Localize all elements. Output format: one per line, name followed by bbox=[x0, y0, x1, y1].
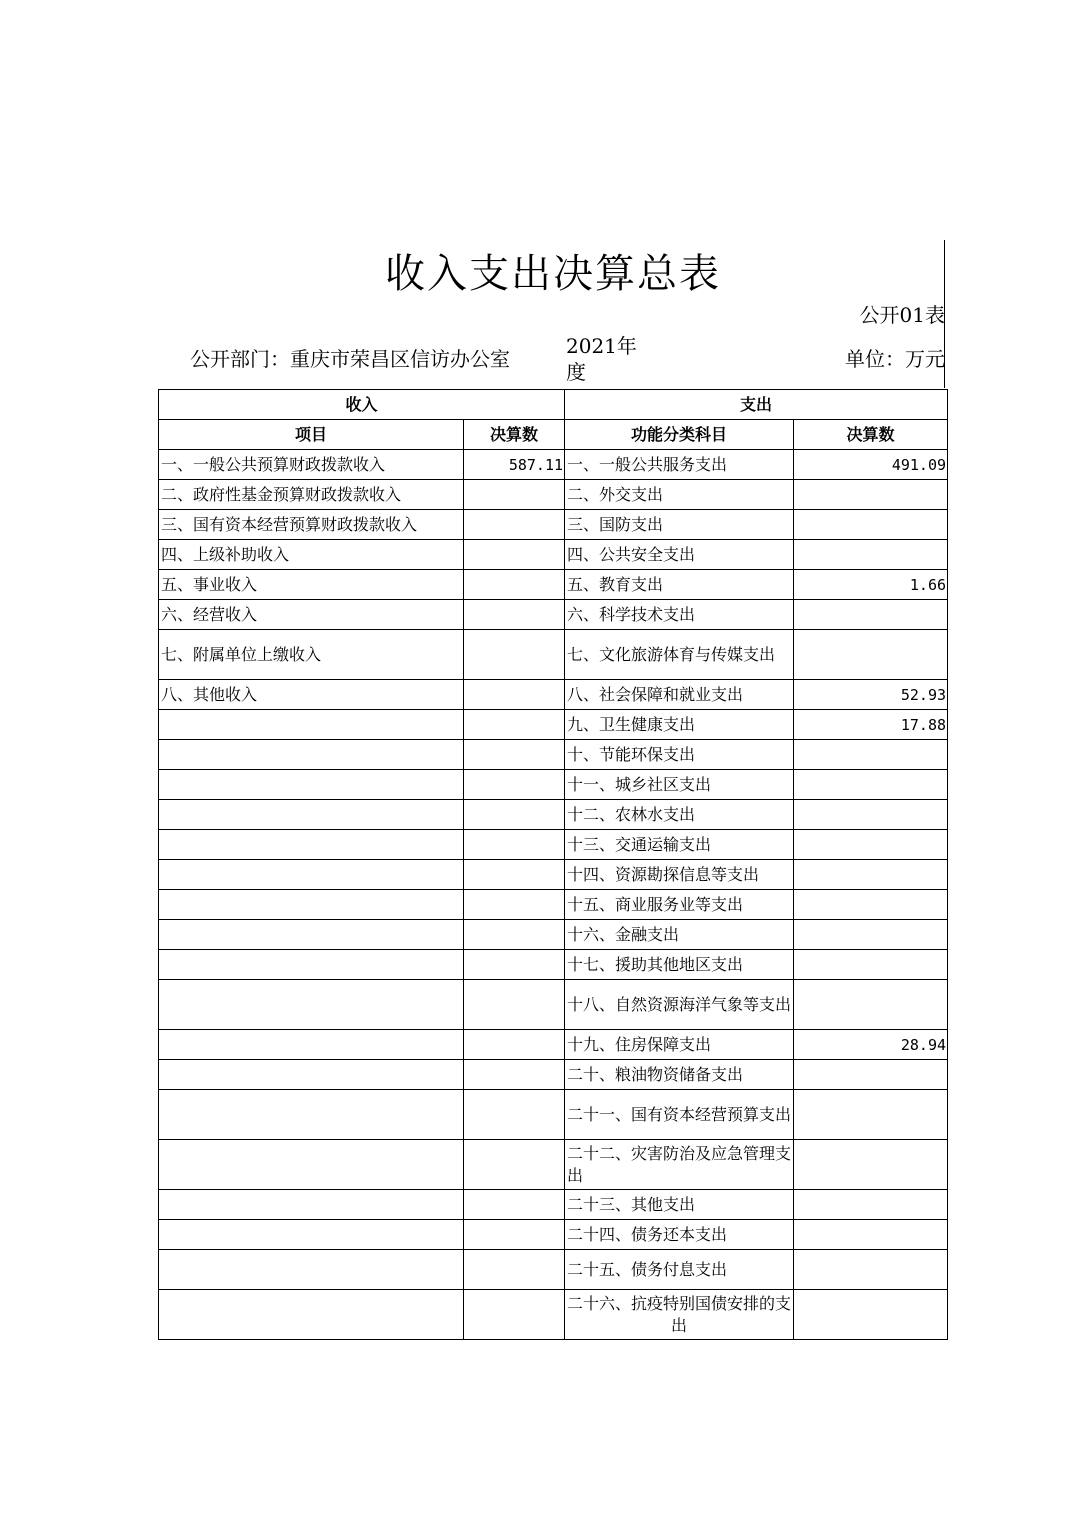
table-row bbox=[159, 1190, 948, 1220]
table-row bbox=[159, 950, 948, 980]
income-amount-cell bbox=[464, 1030, 565, 1060]
expense-item-cell: 二、外交支出 bbox=[565, 480, 794, 510]
income-amount-cell bbox=[464, 1060, 565, 1090]
expense-item-cell: 五、教育支出 bbox=[565, 570, 794, 600]
expense-amount-cell bbox=[794, 1190, 948, 1220]
table-row bbox=[159, 1140, 948, 1190]
table-row bbox=[159, 680, 948, 710]
expense-item-cell: 十七、援助其他地区支出 bbox=[565, 950, 794, 980]
expense-amount-cell bbox=[794, 950, 948, 980]
table-row bbox=[159, 570, 948, 600]
income-item-cell bbox=[159, 1290, 464, 1340]
expense-amount-cell bbox=[794, 1090, 948, 1140]
income-amount-cell: 587.11 bbox=[464, 450, 565, 480]
expense-amount-cell bbox=[794, 600, 948, 630]
income-amount-cell bbox=[464, 770, 565, 800]
income-amount-cell bbox=[464, 980, 565, 1030]
expense-item-cell: 十一、城乡社区支出 bbox=[565, 770, 794, 800]
table-row bbox=[159, 480, 948, 510]
expense-item-cell: 十二、农林水支出 bbox=[565, 800, 794, 830]
table-row bbox=[159, 630, 948, 680]
income-item-cell bbox=[159, 860, 464, 890]
expense-item-cell: 一、一般公共服务支出 bbox=[565, 450, 794, 480]
income-amount-cell bbox=[464, 570, 565, 600]
expense-item-cell: 四、公共安全支出 bbox=[565, 540, 794, 570]
table-row bbox=[159, 1060, 948, 1090]
expense-item-cell: 二十五、债务付息支出 bbox=[565, 1250, 794, 1290]
income-item-cell: 一、一般公共预算财政拨款收入 bbox=[159, 450, 464, 480]
income-amount-cell bbox=[464, 1290, 565, 1340]
income-amount-cell bbox=[464, 860, 565, 890]
expense-amount-cell bbox=[794, 1060, 948, 1090]
income-item-cell bbox=[159, 1140, 464, 1190]
income-amount-cell bbox=[464, 1090, 565, 1140]
header-expense: 支出 bbox=[565, 390, 948, 420]
income-item-cell: 六、经营收入 bbox=[159, 600, 464, 630]
expense-amount-cell bbox=[794, 510, 948, 540]
table-row bbox=[159, 1290, 948, 1340]
table-row bbox=[159, 890, 948, 920]
income-amount-cell bbox=[464, 950, 565, 980]
table-row bbox=[159, 1030, 948, 1060]
expense-item-cell: 七、文化旅游体育与传媒支出 bbox=[565, 630, 794, 680]
table-row bbox=[159, 1090, 948, 1140]
expense-item-cell: 十六、金融支出 bbox=[565, 920, 794, 950]
expense-amount-cell: 491.09 bbox=[794, 450, 948, 480]
income-amount-cell bbox=[464, 1250, 565, 1290]
income-item-cell bbox=[159, 890, 464, 920]
header-income: 收入 bbox=[159, 390, 565, 420]
header-amount: 决算数 bbox=[464, 420, 565, 450]
income-amount-cell bbox=[464, 800, 565, 830]
income-item-cell bbox=[159, 1090, 464, 1140]
table-row bbox=[159, 980, 948, 1030]
header-amount-2: 决算数 bbox=[794, 420, 948, 450]
expense-item-cell: 二十二、灾害防治及应急管理支出 bbox=[565, 1140, 794, 1190]
income-amount-cell bbox=[464, 1190, 565, 1220]
expense-amount-cell bbox=[794, 770, 948, 800]
income-amount-cell bbox=[464, 1140, 565, 1190]
income-expense-table bbox=[158, 389, 948, 1340]
income-item-cell bbox=[159, 1250, 464, 1290]
table-row bbox=[159, 450, 948, 480]
table-row bbox=[159, 830, 948, 860]
income-item-cell: 七、附属单位上缴收入 bbox=[159, 630, 464, 680]
income-item-cell bbox=[159, 830, 464, 860]
table-row bbox=[159, 800, 948, 830]
expense-amount-cell bbox=[794, 1290, 948, 1340]
page-title: 收入支出决算总表 bbox=[385, 251, 721, 297]
year-label: 2021年度 bbox=[566, 334, 637, 384]
expense-item-cell: 十五、商业服务业等支出 bbox=[565, 890, 794, 920]
income-item-cell: 四、上级补助收入 bbox=[159, 540, 464, 570]
header-row-group bbox=[159, 390, 948, 420]
expense-item-cell: 十三、交通运输支出 bbox=[565, 830, 794, 860]
table-row bbox=[159, 510, 948, 540]
expense-item-cell: 六、科学技术支出 bbox=[565, 600, 794, 630]
expense-amount-cell bbox=[794, 1220, 948, 1250]
income-item-cell bbox=[159, 800, 464, 830]
expense-amount-cell: 28.94 bbox=[794, 1030, 948, 1060]
income-item-cell: 八、其他收入 bbox=[159, 680, 464, 710]
income-amount-cell bbox=[464, 920, 565, 950]
table-row bbox=[159, 1250, 948, 1290]
income-item-cell bbox=[159, 950, 464, 980]
income-amount-cell bbox=[464, 710, 565, 740]
income-amount-cell bbox=[464, 890, 565, 920]
income-item-cell bbox=[159, 770, 464, 800]
header-func-category: 功能分类科目 bbox=[565, 420, 794, 450]
expense-amount-cell bbox=[794, 740, 948, 770]
income-amount-cell bbox=[464, 830, 565, 860]
table-row bbox=[159, 770, 948, 800]
header-row-columns bbox=[159, 420, 948, 450]
expense-amount-cell bbox=[794, 890, 948, 920]
table-row bbox=[159, 740, 948, 770]
expense-amount-cell bbox=[794, 540, 948, 570]
table-row bbox=[159, 1220, 948, 1250]
department-label: 公开部门：重庆市荣昌区信访办公室 bbox=[190, 347, 510, 371]
expense-item-cell: 二十、粮油物资储备支出 bbox=[565, 1060, 794, 1090]
expense-item-cell: 二十四、债务还本支出 bbox=[565, 1220, 794, 1250]
income-amount-cell bbox=[464, 540, 565, 570]
expense-item-cell: 三、国防支出 bbox=[565, 510, 794, 540]
income-item-cell bbox=[159, 710, 464, 740]
income-amount-cell bbox=[464, 1220, 565, 1250]
expense-amount-cell bbox=[794, 860, 948, 890]
expense-amount-cell bbox=[794, 1250, 948, 1290]
table-row bbox=[159, 600, 948, 630]
income-item-cell bbox=[159, 980, 464, 1030]
expense-item-cell: 十八、自然资源海洋气象等支出 bbox=[565, 980, 794, 1030]
expense-amount-cell: 1.66 bbox=[794, 570, 948, 600]
expense-item-cell: 十九、住房保障支出 bbox=[565, 1030, 794, 1060]
expense-amount-cell bbox=[794, 920, 948, 950]
expense-item-cell: 九、卫生健康支出 bbox=[565, 710, 794, 740]
table-row bbox=[159, 540, 948, 570]
expense-amount-cell bbox=[794, 1140, 948, 1190]
income-item-cell bbox=[159, 920, 464, 950]
expense-item-cell: 十四、资源勘探信息等支出 bbox=[565, 860, 794, 890]
income-item-cell bbox=[159, 1190, 464, 1220]
expense-amount-cell bbox=[794, 480, 948, 510]
income-amount-cell bbox=[464, 740, 565, 770]
expense-amount-cell bbox=[794, 800, 948, 830]
table-row bbox=[159, 920, 948, 950]
expense-item-cell: 十、节能环保支出 bbox=[565, 740, 794, 770]
table-number: 公开01表 bbox=[859, 303, 945, 327]
income-item-cell bbox=[159, 1030, 464, 1060]
income-amount-cell bbox=[464, 600, 565, 630]
expense-item-cell: 二十六、抗疫特别国债安排的支出 bbox=[565, 1290, 794, 1340]
header-item: 项目 bbox=[159, 420, 464, 450]
expense-amount-cell: 52.93 bbox=[794, 680, 948, 710]
income-item-cell bbox=[159, 740, 464, 770]
expense-item-cell: 八、社会保障和就业支出 bbox=[565, 680, 794, 710]
income-amount-cell bbox=[464, 480, 565, 510]
table-row bbox=[159, 860, 948, 890]
expense-amount-cell bbox=[794, 630, 948, 680]
unit-label: 单位：万元 bbox=[845, 347, 945, 371]
expense-item-cell: 二十三、其他支出 bbox=[565, 1190, 794, 1220]
income-item-cell: 二、政府性基金预算财政拨款收入 bbox=[159, 480, 464, 510]
expense-item-cell: 二十一、国有资本经营预算支出 bbox=[565, 1090, 794, 1140]
expense-amount-cell: 17.88 bbox=[794, 710, 948, 740]
income-amount-cell bbox=[464, 680, 565, 710]
income-amount-cell bbox=[464, 630, 565, 680]
income-item-cell: 三、国有资本经营预算财政拨款收入 bbox=[159, 510, 464, 540]
income-item-cell bbox=[159, 1060, 464, 1090]
income-item-cell: 五、事业收入 bbox=[159, 570, 464, 600]
table-row bbox=[159, 710, 948, 740]
expense-amount-cell bbox=[794, 830, 948, 860]
income-amount-cell bbox=[464, 510, 565, 540]
expense-amount-cell bbox=[794, 980, 948, 1030]
income-item-cell bbox=[159, 1220, 464, 1250]
